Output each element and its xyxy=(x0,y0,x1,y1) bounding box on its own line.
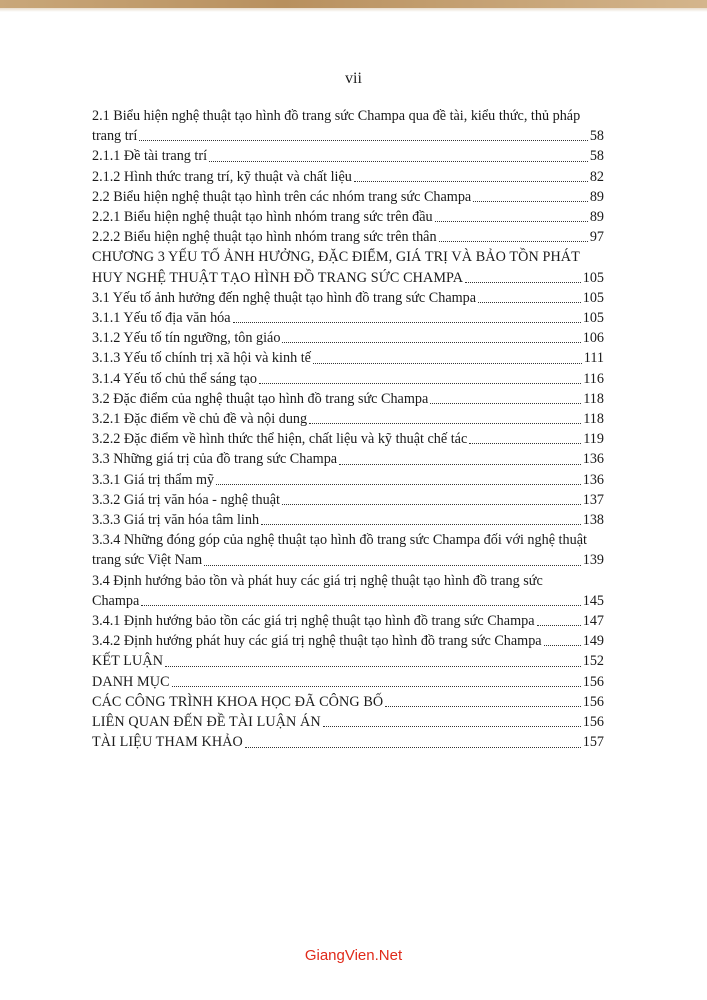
toc-entry xyxy=(92,207,604,227)
toc-entry xyxy=(92,187,604,207)
toc-entry-page: 119 xyxy=(583,431,604,448)
toc-entry xyxy=(92,288,604,308)
toc-entry-page: 118 xyxy=(583,390,604,407)
dot-leader xyxy=(245,747,581,748)
toc-entry-title: TÀI LIỆU THAM KHẢO xyxy=(92,734,243,751)
dot-leader xyxy=(469,443,581,444)
toc-entry-page: 106 xyxy=(582,330,604,347)
toc-entry-title: 2.1.1 Đề tài trang trí xyxy=(92,148,208,165)
dot-leader xyxy=(139,140,588,141)
toc-entry-title: 3.1.3 Yếu tố chính trị xã hội và kinh tế xyxy=(92,350,311,367)
toc-entry-page: 156 xyxy=(582,673,604,690)
toc-entry-page: 89 xyxy=(589,209,604,226)
toc-entry-page: 105 xyxy=(582,289,604,306)
toc-entry xyxy=(92,389,604,409)
toc-entry xyxy=(92,429,604,449)
dot-leader xyxy=(478,302,581,303)
toc-entry-title: 3.3 Những giá trị của đồ trang sức Champa xyxy=(92,451,338,468)
dot-leader xyxy=(323,726,581,727)
toc-entry-title: 3.1.2 Yếu tố tín ngưỡng, tôn giáo xyxy=(92,330,281,347)
toc-entry-page: 58 xyxy=(589,148,604,165)
toc-entry xyxy=(92,146,604,166)
toc-entry-page: 118 xyxy=(583,411,604,428)
toc-entry xyxy=(92,106,604,146)
dot-leader xyxy=(261,524,581,525)
dot-leader xyxy=(430,403,581,404)
toc-entry-title-line: CHƯƠNG 3 YẾU TỐ ẢNH HƯỞNG, ĐẶC ĐIỂM, GIÁ TRỊ VÀ BẢO TỒN PHÁT xyxy=(92,249,580,266)
toc-entry-title: 2.2 Biểu hiện nghệ thuật tạo hình trên các nhóm trang sức Champa xyxy=(92,188,472,205)
toc-entry xyxy=(92,470,604,490)
dot-leader xyxy=(216,484,581,485)
toc-entry-page: 156 xyxy=(582,714,604,731)
toc-entry-page: 105 xyxy=(582,310,604,327)
toc-entry xyxy=(92,348,604,368)
toc-entry-title: 3.1.4 Yếu tố chủ thể sáng tạo xyxy=(92,370,257,387)
toc-entry xyxy=(92,308,604,328)
toc-entry-page: 156 xyxy=(582,693,604,710)
dot-leader xyxy=(385,706,580,707)
dot-leader xyxy=(473,201,588,202)
dot-leader xyxy=(233,322,581,323)
toc-entry-title: HUY NGHỆ THUẬT TẠO HÌNH ĐỒ TRANG SỨC CHAMPA xyxy=(92,269,464,286)
toc-entry-title: KẾT LUẬN xyxy=(92,653,164,670)
toc-entry xyxy=(92,651,604,671)
toc-entry xyxy=(92,510,604,530)
toc-entry-title: 2.2.1 Biểu hiện nghệ thuật tạo hình nhóm trang sức trên đầu xyxy=(92,209,433,226)
toc-entry-title: 3.3.2 Giá trị văn hóa - nghệ thuật xyxy=(92,491,280,508)
dot-leader xyxy=(259,383,581,384)
dot-leader xyxy=(141,605,580,606)
dot-leader xyxy=(313,363,582,364)
toc-entry-page: 97 xyxy=(589,229,604,246)
page-number: vii xyxy=(345,70,362,87)
toc-entry xyxy=(92,247,604,287)
toc-entry-page: 145 xyxy=(582,592,604,609)
toc-entry-title: 3.1 Yếu tố ảnh hưởng đến nghệ thuật tạo hình đồ trang sức Champa xyxy=(92,289,477,306)
toc-entry-page: 157 xyxy=(582,734,604,751)
toc-entry-title-line: 3.3.4 Những đóng góp của nghệ thuật tạo hình đồ trang sức Champa đối với nghệ thuật xyxy=(92,532,587,549)
dot-leader xyxy=(204,565,581,566)
toc-entry-page: 152 xyxy=(582,653,604,670)
dot-leader xyxy=(544,645,581,646)
toc-entry-page: 139 xyxy=(582,552,604,569)
toc-entry xyxy=(92,369,604,389)
toc-entry xyxy=(92,449,604,469)
toc-entry xyxy=(92,328,604,348)
toc-entry-title: 3.4.2 Định hướng phát huy các giá trị nghệ thuật tạo hình đồ trang sức Champa xyxy=(92,633,542,650)
toc-entry-page: 116 xyxy=(583,370,604,387)
toc-entry-page: 136 xyxy=(582,471,604,488)
dot-leader xyxy=(209,161,588,162)
toc-entry xyxy=(92,227,604,247)
toc-entry-title: CÁC CÔNG TRÌNH KHOA HỌC ĐÃ CÔNG BỐ xyxy=(92,693,384,710)
toc-entry-title: trang sức Việt Nam xyxy=(92,552,203,569)
toc-entry-page: 58 xyxy=(589,128,604,145)
scan-top-edge xyxy=(0,0,707,8)
toc-entry-title: Champa xyxy=(92,592,140,609)
toc-entry xyxy=(92,672,604,692)
toc-entry-page: 89 xyxy=(589,188,604,205)
toc-entry-title: 3.2.1 Đặc điểm về chủ đề và nội dung xyxy=(92,411,308,428)
toc-entry-page: 149 xyxy=(582,633,604,650)
dot-leader xyxy=(465,282,581,283)
dot-leader xyxy=(537,625,581,626)
toc-entry-title: LIÊN QUAN ĐẾN ĐỀ TÀI LUẬN ÁN xyxy=(92,714,321,731)
dot-leader xyxy=(309,423,581,424)
toc-entry-title: 3.2 Đặc điểm của nghệ thuật tạo hình đồ trang sức Champa xyxy=(92,390,429,407)
toc-entry-page: 82 xyxy=(589,168,604,185)
toc-entry-title: 3.2.2 Đặc điểm về hình thức thể hiện, chất liệu và kỹ thuật chế tác xyxy=(92,431,468,448)
toc-entry xyxy=(92,732,604,752)
toc-entry xyxy=(92,692,604,712)
toc-entry xyxy=(92,530,604,570)
toc-entry-title: 2.1.2 Hình thức trang trí, kỹ thuật và chất liệu xyxy=(92,168,352,185)
toc-entry-title: 3.3.1 Giá trị thẩm mỹ xyxy=(92,471,215,488)
watermark-text: GiangVien.Net xyxy=(304,947,403,964)
toc-entry xyxy=(92,167,604,187)
toc-entry-page: 138 xyxy=(582,512,604,529)
toc-entry xyxy=(92,490,604,510)
toc-entry xyxy=(92,631,604,651)
toc-entry-title-line: 3.4 Định hướng bảo tồn và phát huy các giá trị nghệ thuật tạo hình đồ trang sức xyxy=(92,572,543,589)
toc-entry xyxy=(92,571,604,611)
toc-entry-title-line: 2.1 Biểu hiện nghệ thuật tạo hình đồ trang sức Champa qua đề tài, kiểu thức, thủ pháp xyxy=(92,108,581,124)
dot-leader xyxy=(439,241,588,242)
toc-entry-page: 137 xyxy=(582,491,604,508)
toc-entry-title: 3.3.3 Giá trị văn hóa tâm linh xyxy=(92,512,260,529)
toc-entry-title: 2.2.2 Biểu hiện nghệ thuật tạo hình nhóm trang sức trên thân xyxy=(92,229,437,246)
dot-leader xyxy=(354,181,588,182)
toc-entry-title: 3.1.1 Yếu tố địa văn hóa xyxy=(92,310,231,327)
table-of-contents xyxy=(92,106,604,753)
toc-entry xyxy=(92,409,604,429)
toc-entry-page: 105 xyxy=(582,269,604,286)
dot-leader xyxy=(165,666,581,667)
toc-entry xyxy=(92,712,604,732)
dot-leader xyxy=(435,221,588,222)
toc-entry-page: 111 xyxy=(583,350,604,367)
toc-entry-title: trang trí xyxy=(92,128,138,145)
dot-leader xyxy=(282,504,581,505)
dot-leader xyxy=(282,342,580,343)
dot-leader xyxy=(339,464,581,465)
dot-leader xyxy=(172,686,581,687)
toc-entry xyxy=(92,611,604,631)
toc-entry-title: DANH MỤC xyxy=(92,673,170,690)
toc-entry-title: 3.4.1 Định hướng bảo tồn các giá trị nghệ thuật tạo hình đồ trang sức Champa xyxy=(92,613,535,630)
toc-entry-page: 136 xyxy=(582,451,604,468)
toc-entry-page: 147 xyxy=(582,613,604,630)
